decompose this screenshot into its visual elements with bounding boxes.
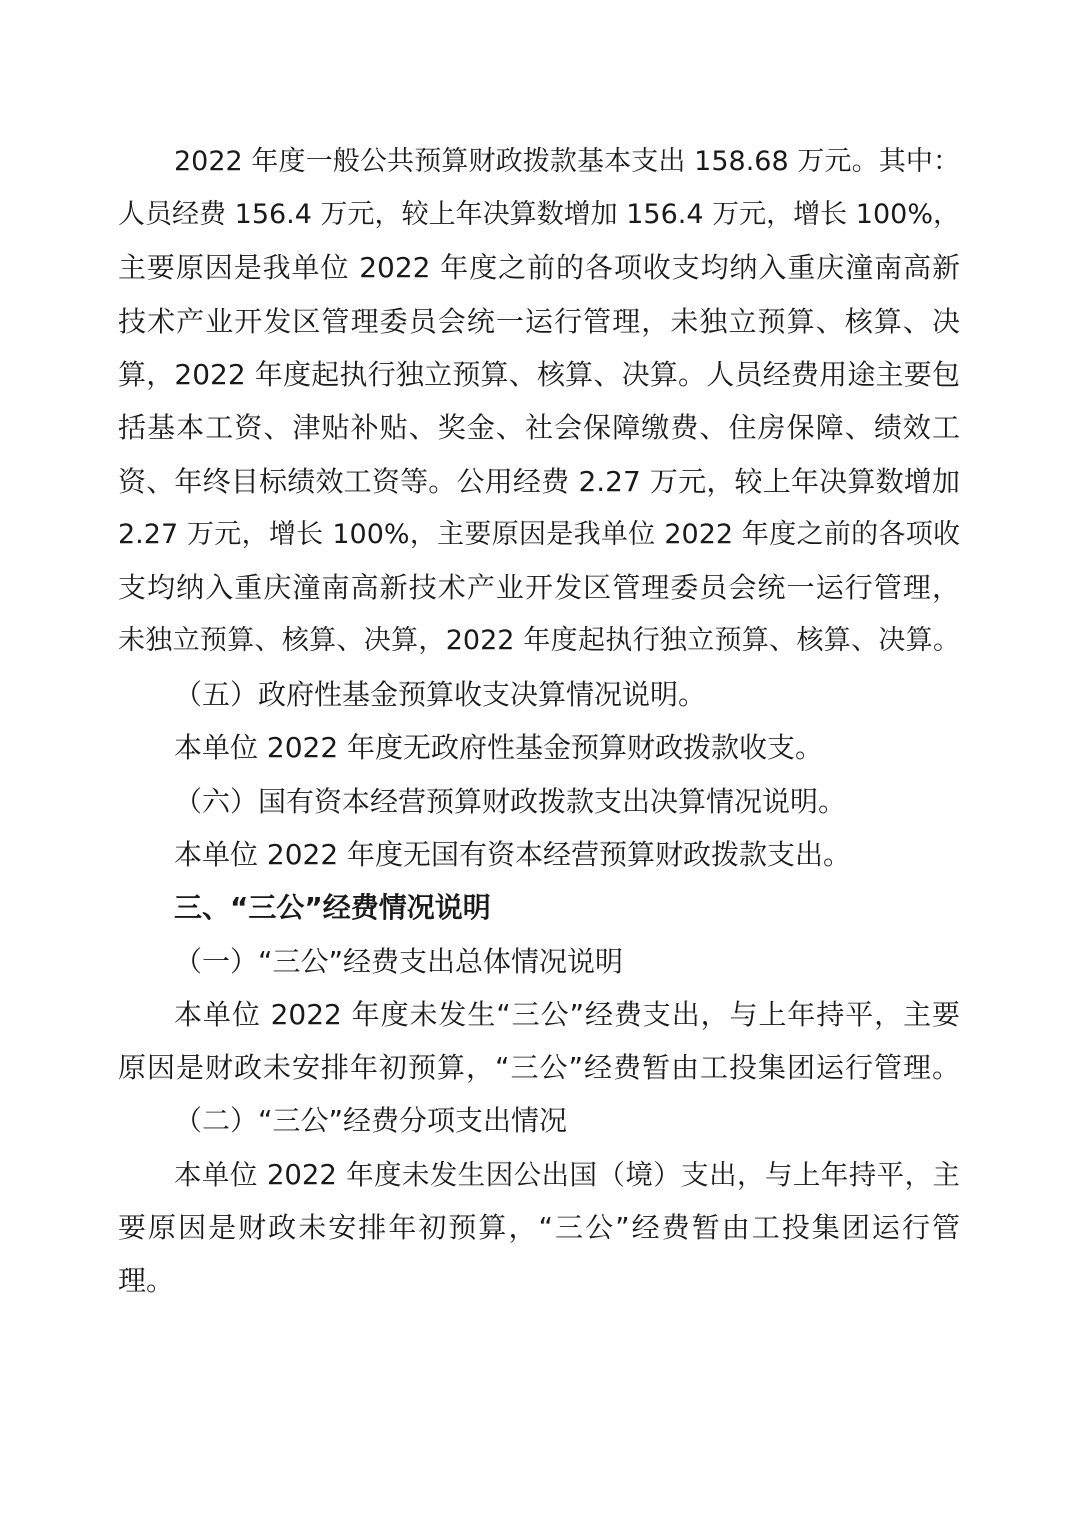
section-heading-state-capital: （六）国有资本经营预算财政拨款支出决算情况说明。 — [174, 785, 847, 818]
paragraph-basic-expenditure-line-8: 2.27 万元，增长 100%，主要原因是我单位 2022 年度之前的各项收 — [118, 519, 960, 550]
paragraph-basic-expenditure-line-3: 主要原因是我单位 2022 年度之前的各项收支均纳入重庆潼南高新 — [118, 251, 960, 284]
subsection-heading-itemized: （二）“三公”经费分项支出情况 — [174, 1104, 568, 1137]
subsection-heading-overall: （一）“三公”经费支出总体情况说明 — [174, 945, 624, 978]
paragraph-basic-expenditure-line-10: 未独立预算、核算、决算，2022 年度起执行独立预算、核算、决算。 — [118, 625, 960, 656]
paragraph-basic-expenditure-line-7: 资、年终目标绩效工资等。公用经费 2.27 万元，较上年决算数增加 — [118, 465, 960, 498]
paragraph-basic-expenditure-line-4: 技术产业开发区管理委员会统一运行管理，未独立预算、核算、决 — [118, 305, 960, 338]
paragraph-basic-expenditure-line-1: 2022 年度一般公共预算财政拨款基本支出 158.68 万元。其中： — [174, 146, 960, 177]
paragraph-basic-expenditure-line-9: 支均纳入重庆潼南高新技术产业开发区管理委员会统一运行管理， — [118, 571, 960, 604]
section-heading-three-public: 三、“三公”经费情况说明 — [174, 891, 491, 924]
paragraph-basic-expenditure-line-2: 人员经费 156.4 万元，较上年决算数增加 156.4 万元，增长 100%， — [118, 199, 960, 230]
paragraph-itemized-line-3: 理。 — [118, 1264, 175, 1297]
paragraph-overall-line-2: 原因是财政未安排年初预算，“三公”经费暂由工投集团运行管理。 — [118, 1051, 960, 1084]
paragraph-itemized-line-2: 要原因是财政未安排年初预算，“三公”经费暂由工投集团运行管 — [118, 1211, 960, 1244]
section-heading-government-fund: （五）政府性基金预算收支决算情况说明。 — [174, 678, 707, 711]
paragraph-government-fund: 本单位 2022 年度无政府性基金预算财政拨款收支。 — [174, 731, 824, 764]
paragraph-basic-expenditure-line-6: 括基本工资、津贴补贴、奖金、社会保障缴费、住房保障、绩效工 — [118, 411, 960, 444]
paragraph-itemized-line-1: 本单位 2022 年度未发生因公出国（境）支出，与上年持平，主 — [174, 1159, 960, 1191]
paragraph-overall-line-1: 本单位 2022 年度未发生“三公”经费支出，与上年持平，主要 — [174, 998, 960, 1031]
paragraph-state-capital: 本单位 2022 年度无国有资本经营预算财政拨款支出。 — [174, 838, 852, 871]
paragraph-basic-expenditure-line-5: 算，2022 年度起执行独立预算、核算、决算。人员经费用途主要包 — [118, 358, 960, 391]
